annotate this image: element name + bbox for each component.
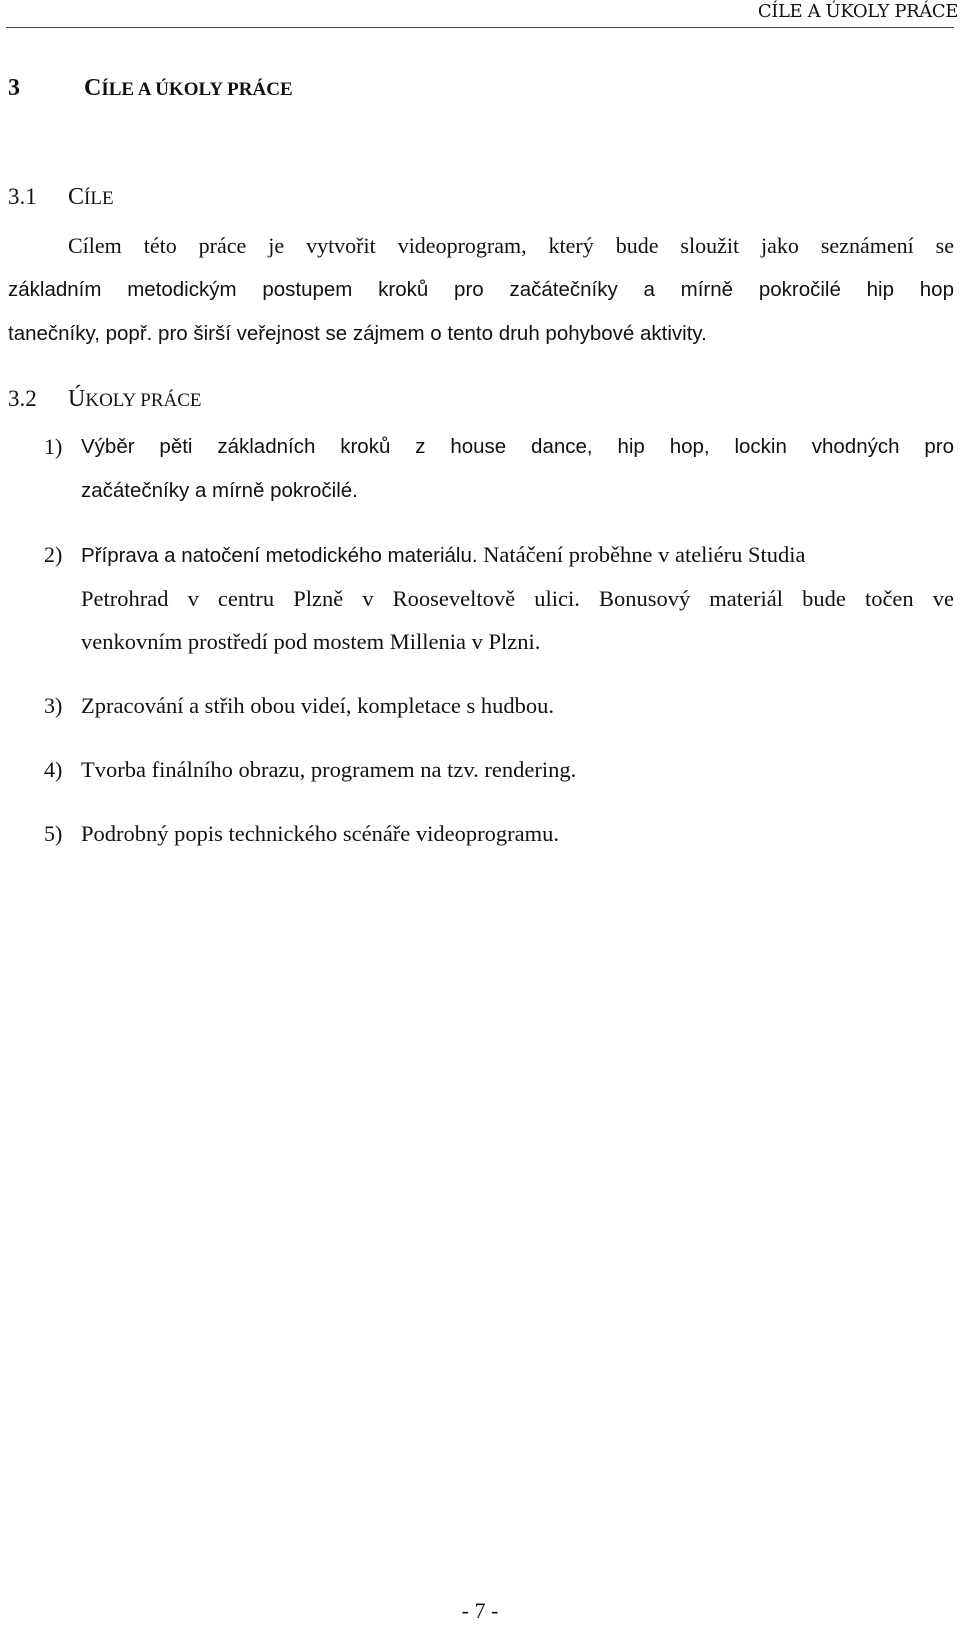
list-item-text: Petrohrad v centru Plzně v Rooseveltově ulici. Bonusový materiál bude točen ve	[81, 586, 954, 611]
section-number: 3.1	[8, 184, 37, 209]
chapter-title-rest: ÍLE A ÚKOLY PRÁCE	[101, 79, 293, 100]
section-title-rest: KOLY PRÁCE	[85, 390, 202, 411]
paragraph-line: Cílem této práce je vytvořit videoprogram, který bude sloužit jako seznámení se	[68, 233, 954, 258]
list-item-marker: 4)	[44, 757, 63, 782]
list-item-text: Zpracování a střih obou videí, kompletace s hudbou.	[81, 693, 555, 718]
header-rule	[6, 27, 954, 28]
list-item-text: Podrobný popis technického scénáře videoprogramu.	[81, 821, 559, 846]
section-heading-goals	[8, 182, 114, 214]
page-number: - 7 -	[461, 1598, 499, 1623]
section-title-initial: C	[68, 184, 85, 210]
paragraph-line: tanečníky, popř. pro širší veřejnost se zájmem o tento druh pohybové aktivity.	[8, 322, 707, 345]
list-item-text: začátečníky a mírně pokročilé.	[81, 479, 358, 502]
section-heading-tasks	[8, 384, 202, 416]
chapter-heading	[8, 72, 293, 106]
list-item-text	[81, 541, 954, 570]
chapter-number: 3	[8, 75, 20, 101]
list-item-marker: 1)	[44, 434, 63, 459]
list-item-marker: 5)	[44, 821, 63, 846]
list-item-text-part: Příprava a natočení metodického materiálu.	[81, 544, 478, 567]
section-title-rest: ÍLE	[84, 188, 114, 209]
list-item-text: Tvorba finálního obrazu, programem na tzv. rendering.	[81, 757, 577, 782]
list-item-marker: 3)	[44, 693, 63, 718]
paragraph-line: základním metodickým postupem kroků pro začátečníky a mírně pokročilé hip hop	[8, 278, 954, 301]
section-number: 3.2	[8, 386, 37, 411]
list-item-marker: 2)	[44, 542, 63, 567]
list-item-text: Výběr pěti základních kroků z house dance, hip hop, lockin vhodných pro	[81, 435, 954, 458]
running-header-title: CÍLE A ÚKOLY PRÁCE	[757, 1, 958, 22]
list-item-text-part: Natáčení proběhne v ateliéru Studia	[477, 542, 806, 567]
list-item-text: venkovním prostředí pod mostem Millenia v Plzni.	[81, 629, 541, 654]
section-title-initial: Ú	[68, 386, 86, 412]
chapter-title-initial: C	[84, 75, 102, 101]
